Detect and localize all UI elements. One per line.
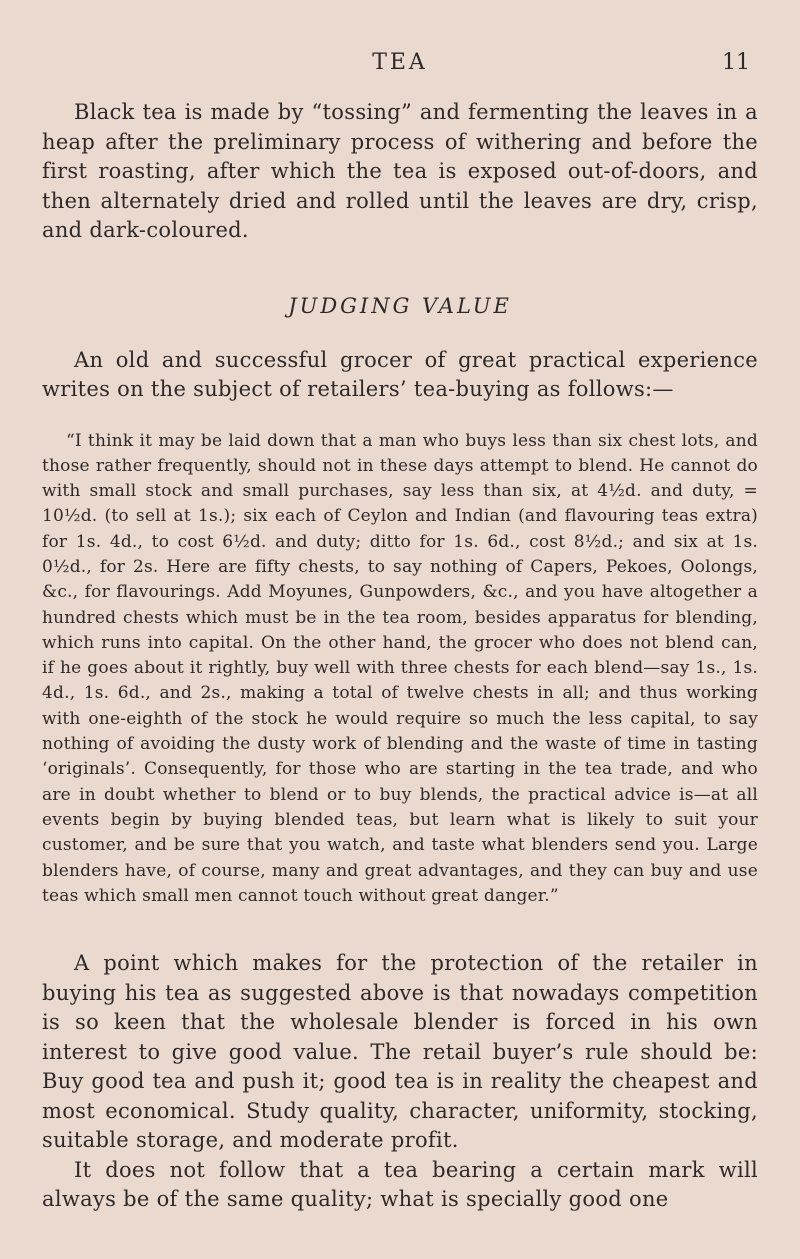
- paragraph-black-tea: Black tea is made by “tossing” and fermenting the leaves in a heap after the preliminary process of withering and before the first roasting, after which the tea is exposed out-of-doors, and then alternately dried and rolled until the leaves are dry, crisp, and dark-coloured.: [42, 100, 758, 242]
- page-number: 11: [722, 50, 750, 75]
- running-head: [42, 0, 758, 80]
- paragraph-protection: A point which makes for the protection of the retailer in buying his tea as suggested above is that nowadays competition is so keen that the wholesale blender is forced in his own interest to give good value. The retail buyer’s rule should be: Buy good tea and push it; good tea is in reality the cheapest and most economical. Study quality, character, uniformity, stocking, suitable storage, and moderate profit.: [42, 951, 758, 1153]
- section-heading: JUDGING VALUE: [288, 293, 512, 318]
- paragraph-mark-quality: It does not follow that a tea bearing a certain mark will always be of the same quality; what is specially good one: [42, 1157, 758, 1212]
- paragraph-intro-quote: An old and successful grocer of great practical experience writes on the subject of retailers’ tea-buying as follows:—: [42, 347, 758, 401]
- quoted-passage: “I think it may be laid down that a man who buys less than six chest lots, and those rather frequently, should not in these days attempt to blend. He cannot do with small stock and small purchases, say less than six, at 4½d. and duty, = 10½d. (to sell at 1s.); six each of Ceylon and Indian (and flavouring teas extra) for 1s. 4d., to cost 6½d. and duty; ditto for 1s. 6d., cost 8½d.; and six at 1s. 0½d., for 2s. Here are fifty chests, to say nothing of Capers, Pekoes, Oolongs, &c., for flavourings. Add Moyunes, Gunpowders, &c., and you have altogether a hundred chests which must be in the tea room, besides apparatus for blending, which runs into capital. On the other hand, the grocer who does not blend can, if he goes about it rightly, buy well with three chests for each blend—say 1s., 1s. 4d., 1s. 6d., and 2s., making a total of twelve chests in all; and thus working with one-eighth of the stock he would require so much the less capital, to say nothing of avoiding the dusty work of blending and the waste of time in tasting ‘originals’. Consequently, for those who are starting in the tea trade, and who are in doubt whether to blend or to buy blends, the practical advice is—at all events begin by buying blended teas, but learn what is likely to suit your customer, and be sure that you watch, and taste what blenders send you. Large blenders have, of course, many and great advantages, and they can buy and use teas which small men cannot touch without great danger.”: [42, 430, 758, 906]
- running-title: TEA: [372, 50, 428, 75]
